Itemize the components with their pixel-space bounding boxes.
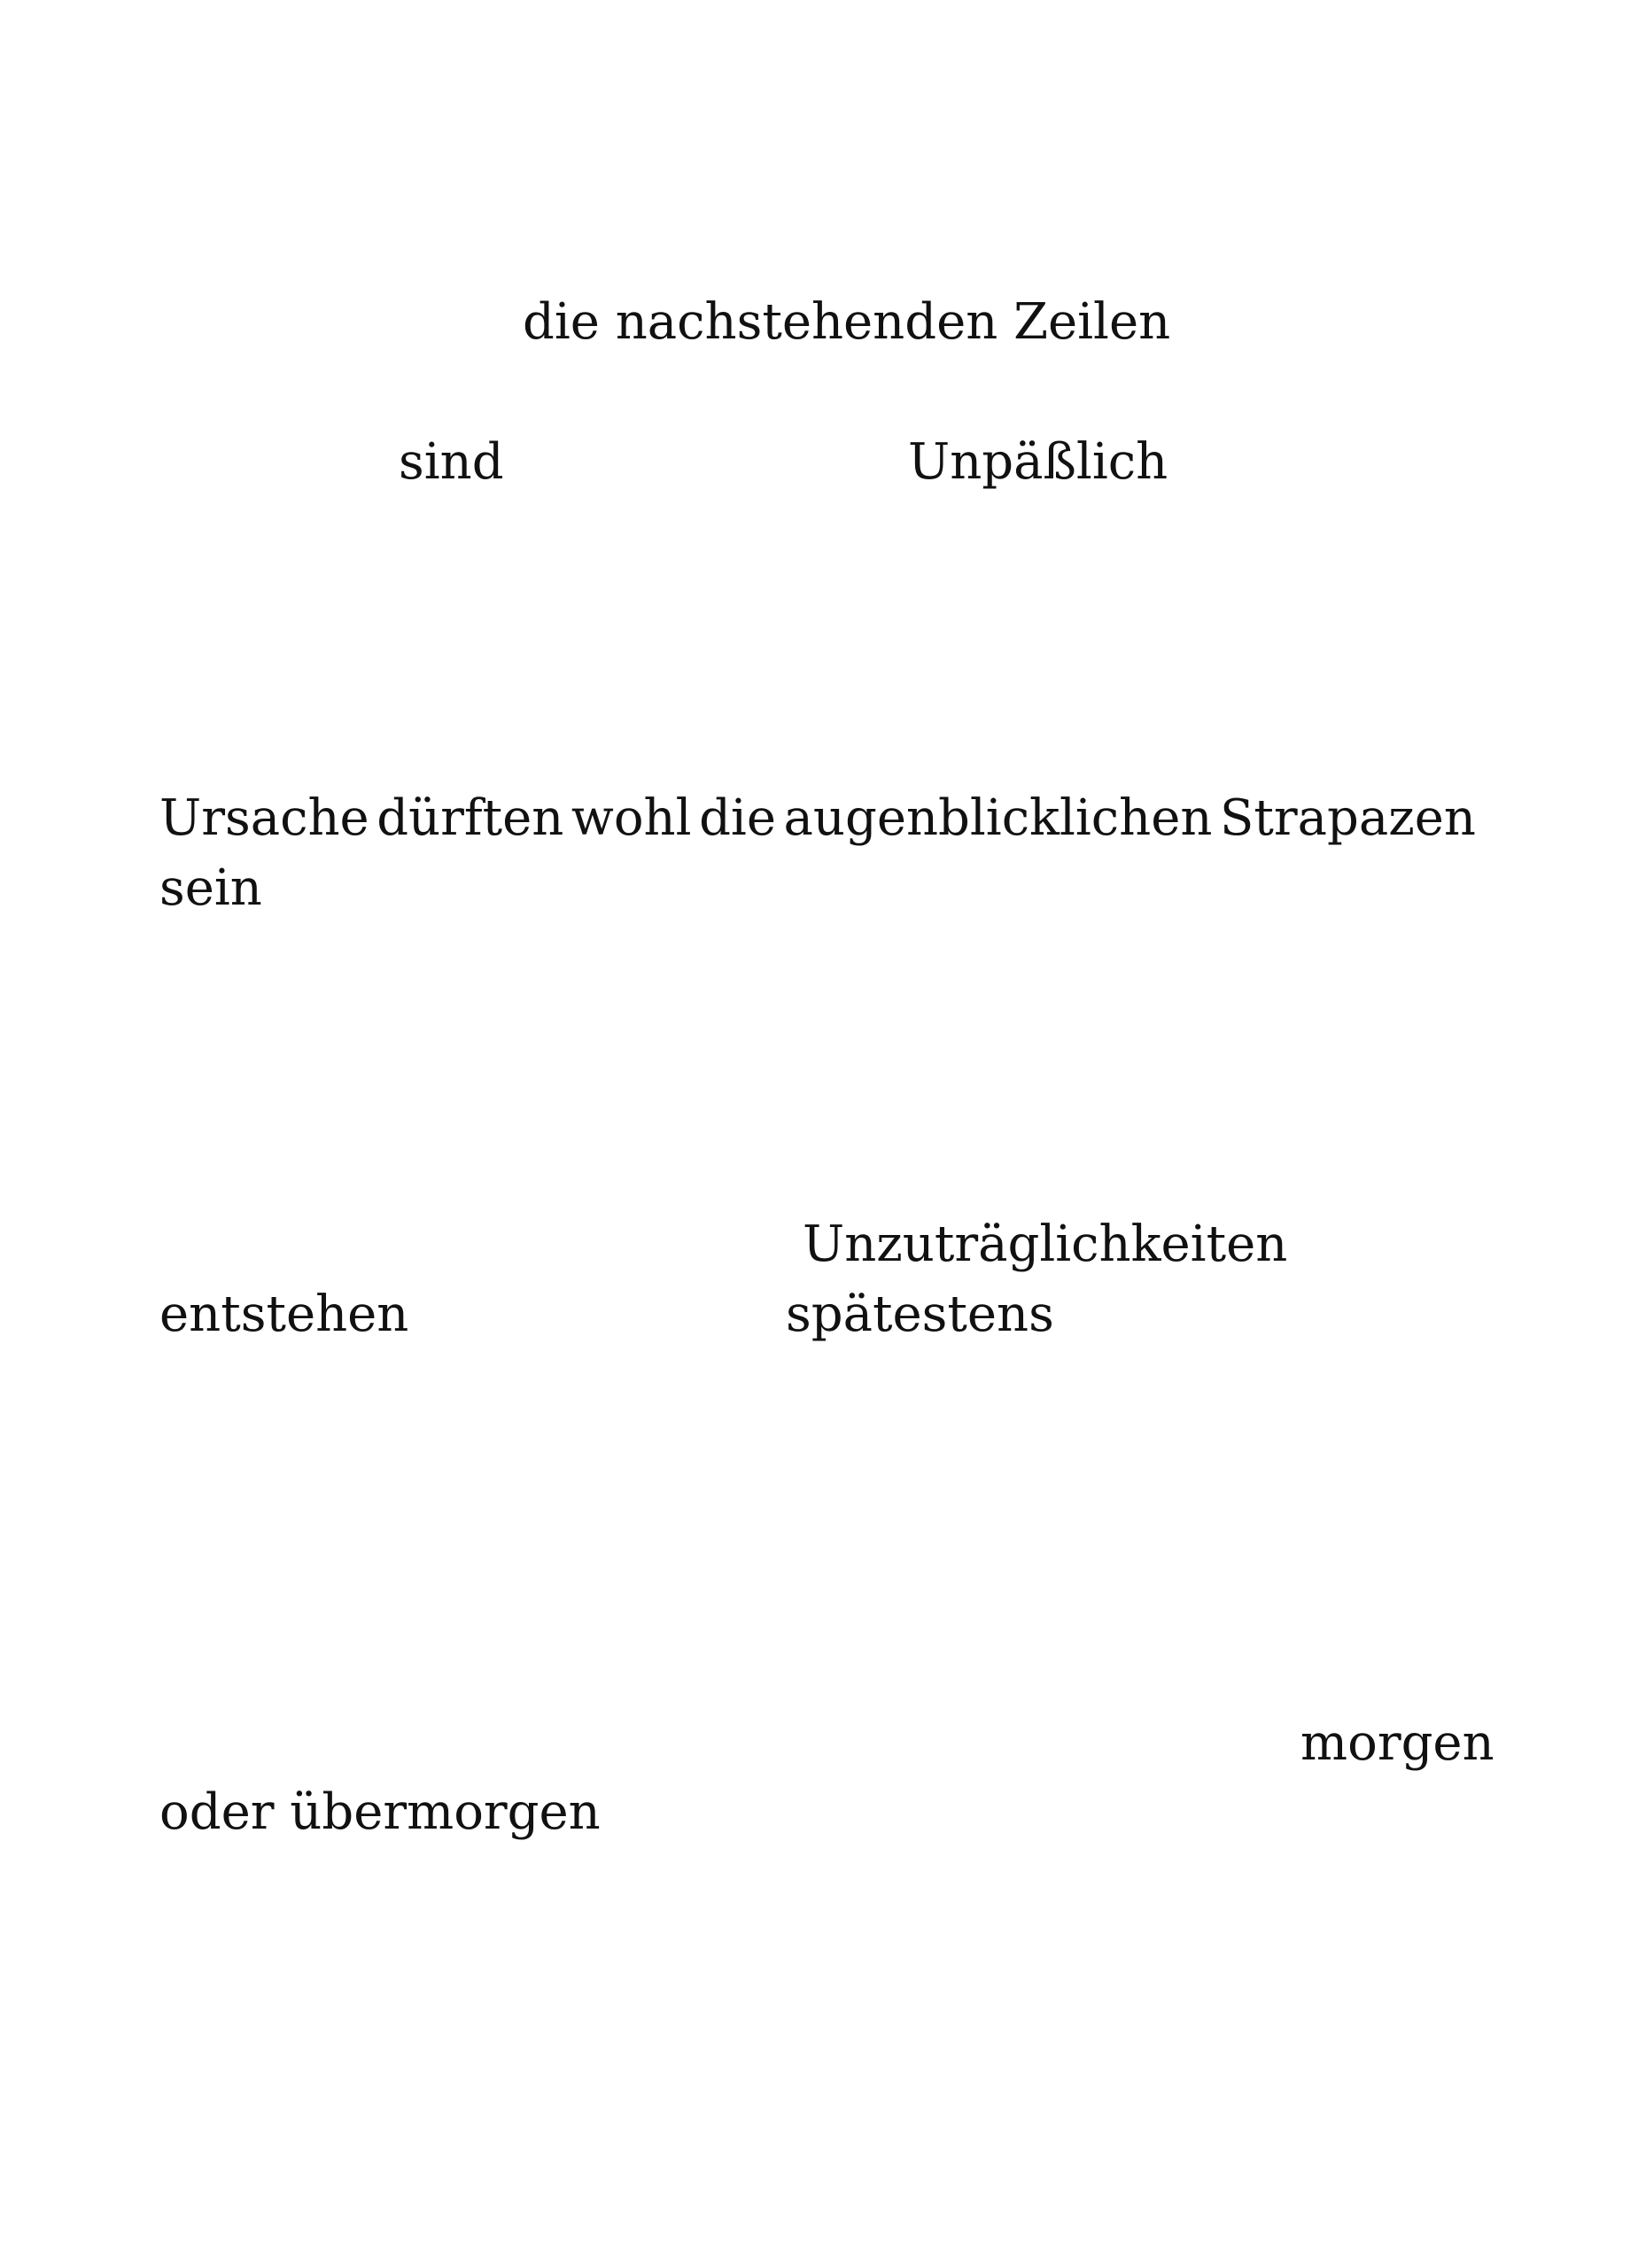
word-strapazen: Strapazen [1220, 789, 1476, 847]
text-fragment-sein: sein [159, 859, 262, 917]
word-ursache: Ursache [159, 789, 369, 847]
justified-line-ursache [159, 789, 1476, 847]
text-fragment-morgen: morgen [1300, 1714, 1494, 1772]
text-fragment-sind: sind [399, 433, 504, 491]
text-fragment-zeilen: die nachstehenden Zeilen [523, 293, 1171, 351]
text-fragment-entstehen: entstehen [159, 1285, 409, 1343]
word-die: die [699, 789, 776, 847]
text-fragment-unpaesslich: Unpäßlich [908, 433, 1168, 491]
text-fragment-unzutraeglichkeiten: Unzuträglichkeiten [803, 1216, 1288, 1273]
text-fragment-spaetestens: spätestens [786, 1285, 1054, 1343]
word-wohl: wohl [571, 789, 692, 847]
word-augenblicklichen: augenblicklichen [783, 789, 1213, 847]
text-fragment-uebermorgen: oder übermorgen [159, 1783, 601, 1841]
word-duerften: dürften [377, 789, 564, 847]
